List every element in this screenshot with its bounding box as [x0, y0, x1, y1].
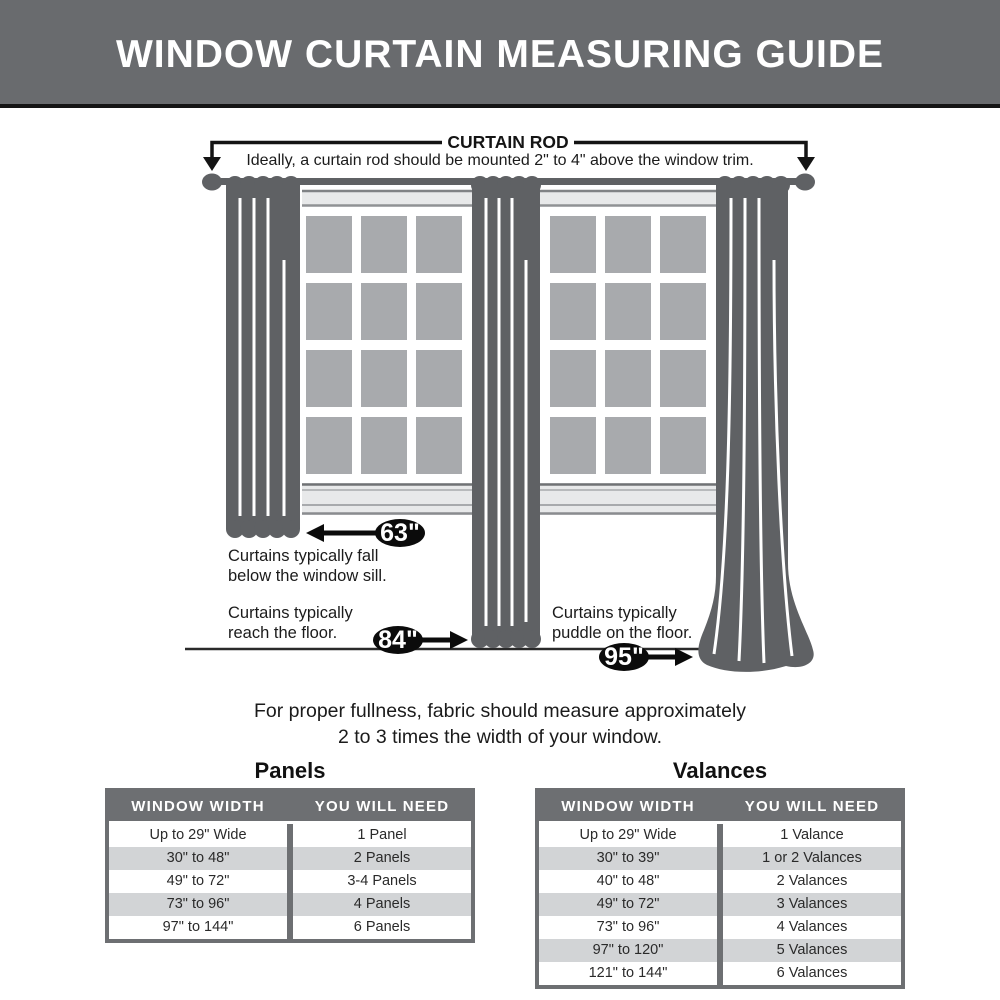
floor-length-curtain	[471, 176, 541, 648]
table-cell: 6 Panels	[293, 916, 471, 939]
panels-header-row	[109, 792, 471, 824]
column-header: YOU WILL NEED	[314, 798, 450, 815]
sill-length-curtain	[226, 176, 300, 538]
arrow-right-icon	[675, 648, 693, 666]
valances-header-row	[539, 792, 901, 824]
curtain-diagram	[0, 108, 1000, 688]
window-pane	[306, 216, 352, 273]
arrow-right-icon	[450, 631, 468, 649]
arrow-left-icon	[306, 524, 324, 542]
header-banner	[0, 0, 1000, 104]
table-cell: 30" to 48"	[109, 847, 287, 870]
window-pane	[605, 216, 651, 273]
fullness-note-line1: For proper fullness, fabric should measure approximately	[253, 700, 747, 722]
window-pane	[416, 350, 462, 407]
table-cell: 97" to 120"	[539, 939, 717, 962]
table-cell: 1 Valance	[723, 824, 901, 847]
table-cell: 40" to 48"	[539, 870, 717, 893]
table-cell: 6 Valances	[723, 962, 901, 985]
table-cell: 1 or 2 Valances	[723, 847, 901, 870]
table-cell: 30" to 39"	[539, 847, 717, 870]
window-pane	[660, 283, 706, 340]
window-pane	[361, 283, 407, 340]
table-cell: 49" to 72"	[539, 893, 717, 916]
panels-grid	[105, 788, 475, 943]
table-cell: 2 Valances	[723, 870, 901, 893]
fullness-note	[0, 698, 1000, 750]
rod-finial-right	[795, 174, 815, 191]
panels-title: Panels	[254, 758, 326, 783]
window-pane	[660, 350, 706, 407]
caption-95-line2: puddle on the floor.	[552, 624, 693, 642]
rod-label: CURTAIN ROD	[447, 132, 569, 152]
window-pane	[306, 417, 352, 474]
window-pane	[416, 283, 462, 340]
panels-body	[109, 824, 471, 939]
rod-finial-left	[202, 174, 222, 191]
window-pane	[660, 417, 706, 474]
window-pane	[550, 350, 596, 407]
window-pane	[416, 216, 462, 273]
caption-84-line1: Curtains typically	[228, 604, 353, 622]
window-pane	[550, 283, 596, 340]
arrow-down-left-icon	[203, 157, 221, 171]
window-pane	[306, 350, 352, 407]
window-pane	[361, 216, 407, 273]
column-header: WINDOW WIDTH	[131, 798, 265, 815]
rod-note: Ideally, a curtain rod should be mounted 2" to 4" above the window trim.	[246, 152, 754, 169]
window-pane	[660, 216, 706, 273]
window-pane	[361, 350, 407, 407]
length-value-95: 95"	[604, 643, 644, 671]
table-cell: 4 Valances	[723, 916, 901, 939]
table-cell: 121" to 144"	[539, 962, 717, 985]
table-cell: 1 Panel	[293, 824, 471, 847]
window-pane	[306, 283, 352, 340]
panels-table	[105, 758, 475, 989]
length-badge-63	[306, 519, 425, 547]
window-pane	[605, 283, 651, 340]
table-cell: 97" to 144"	[109, 916, 287, 939]
length-value-84: 84"	[378, 626, 418, 654]
tables-section	[0, 758, 1000, 989]
page-title: WINDOW CURTAIN MEASURING GUIDE	[115, 33, 885, 76]
table-cell: 5 Valances	[723, 939, 901, 962]
window-pane	[550, 216, 596, 273]
caption-84-line2: reach the floor.	[228, 624, 338, 642]
length-value-63: 63"	[380, 519, 420, 547]
valances-body	[539, 824, 901, 985]
valances-grid	[535, 788, 905, 989]
table-cell: 2 Panels	[293, 847, 471, 870]
valances-title: Valances	[672, 758, 768, 783]
arrow-down-right-icon	[797, 157, 815, 171]
window-pane	[605, 417, 651, 474]
table-cell: 3-4 Panels	[293, 870, 471, 893]
table-cell: 73" to 96"	[539, 916, 717, 939]
window-pane	[605, 350, 651, 407]
table-cell: 4 Panels	[293, 893, 471, 916]
table-cell: Up to 29" Wide	[109, 824, 287, 847]
window-pane	[416, 417, 462, 474]
window-pane	[361, 417, 407, 474]
caption-63-line2: below the window sill.	[228, 567, 387, 585]
column-header: YOU WILL NEED	[744, 798, 880, 815]
valances-table	[535, 758, 905, 989]
table-cell: 3 Valances	[723, 893, 901, 916]
caption-63-line1: Curtains typically fall	[228, 547, 379, 565]
window-pane	[550, 417, 596, 474]
table-cell: 73" to 96"	[109, 893, 287, 916]
column-header: WINDOW WIDTH	[561, 798, 695, 815]
caption-95-line1: Curtains typically	[552, 604, 677, 622]
length-badge-95	[599, 643, 693, 671]
table-cell: 49" to 72"	[109, 870, 287, 893]
table-cell: Up to 29" Wide	[539, 824, 717, 847]
fullness-note-line2: 2 to 3 times the width of your window.	[337, 726, 663, 748]
